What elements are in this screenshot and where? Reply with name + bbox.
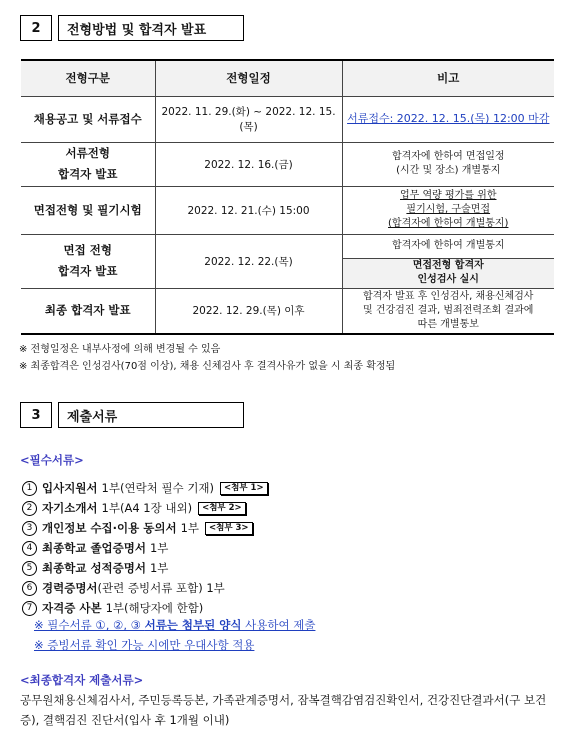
header-remarks: 비고 bbox=[342, 60, 554, 96]
table-row bbox=[21, 288, 554, 334]
note-line: 합격자에 한하여 면접일정 bbox=[391, 151, 505, 162]
doc-name: 입사지원서 bbox=[42, 481, 98, 495]
list-item bbox=[22, 498, 268, 518]
doc-name: 최종학교 성적증명서 bbox=[42, 561, 146, 575]
footnote-schedule: ※ 전형일정은 내부사정에 의해 변경될 수 있음 bbox=[19, 344, 221, 355]
doc-detail: 1부 bbox=[149, 541, 169, 555]
note-line: 면접전형 합격자 bbox=[412, 260, 484, 271]
doc-name: 경력증명서 bbox=[42, 581, 98, 595]
evidence-note: ※ 증빙서류 확인 가능 시에만 우대사항 적용 bbox=[34, 638, 255, 652]
number-badge: 7 bbox=[22, 601, 37, 616]
doc-detail: 1부(해당자에 한함) bbox=[105, 601, 204, 615]
note-line: 인성검사 실시 bbox=[417, 274, 479, 285]
final-docs-heading: <최종합격자 제출서류> bbox=[20, 673, 144, 687]
section-3-header bbox=[20, 402, 244, 428]
doc-name: 개인정보 수집·이용 동의서 bbox=[42, 521, 177, 535]
category-line: 합격자 발표 bbox=[57, 264, 118, 278]
attachment-tag: <첨부 3> bbox=[205, 522, 253, 535]
attachment-tag: <첨부 1> bbox=[220, 482, 268, 495]
note-line: 및 건강검진 결과, 범죄전력조회 결과에 bbox=[363, 304, 534, 316]
row-category: 채용공고 및 서류접수 bbox=[21, 96, 155, 142]
number-badge: 4 bbox=[22, 541, 37, 556]
number-badge: 6 bbox=[22, 581, 37, 596]
final-docs-text: 공무원채용신체검사서, 주민등록등본, 가족관계증명서, 잠복결핵감염검진확인서, 건강진단결과서(구 보건증), 결핵검진 진단서(입사 후 1개월 이내) bbox=[20, 693, 547, 727]
required-docs-heading: <필수서류> bbox=[20, 453, 84, 467]
table-row bbox=[21, 96, 554, 142]
list-item bbox=[22, 598, 268, 618]
header-category: 전형구분 bbox=[21, 60, 155, 96]
note-line: 업무 역량 평가를 위한 bbox=[400, 190, 497, 201]
note-line: (시간 및 장소) 개별통지 bbox=[396, 165, 501, 176]
note-text: 사용하여 제출 bbox=[241, 618, 316, 632]
section-3-number: 3 bbox=[20, 402, 52, 428]
row-note bbox=[342, 142, 554, 186]
row-category bbox=[21, 234, 155, 288]
note-line: 따른 개별통보 bbox=[417, 318, 479, 330]
category-line: 면접 전형 bbox=[63, 243, 112, 257]
row-category bbox=[21, 142, 155, 186]
number-badge: 2 bbox=[22, 501, 37, 516]
row-category: 최종 합격자 발표 bbox=[21, 288, 155, 334]
table-header-row bbox=[21, 60, 554, 96]
deadline-link[interactable]: 서류접수: 2022. 12. 15.(목) 12:00 마감 bbox=[347, 112, 550, 125]
row-date: 2022. 11. 29.(화) ~ 2022. 12. 15.(목) bbox=[155, 96, 342, 142]
section-3-title: 제출서류 bbox=[58, 402, 244, 428]
section-2-title: 전형방법 및 합격자 발표 bbox=[58, 15, 244, 41]
doc-detail: 1부(연락처 필수 기재) bbox=[101, 481, 215, 495]
required-docs-list bbox=[22, 478, 268, 618]
schedule-table bbox=[21, 59, 554, 335]
list-item bbox=[22, 578, 268, 598]
header-schedule: 전형일정 bbox=[155, 60, 342, 96]
number-badge: 3 bbox=[22, 521, 37, 536]
note-emphasis: 서류는 첨부된 양식 bbox=[144, 618, 242, 632]
attachment-tag: <첨부 2> bbox=[198, 502, 246, 515]
footnote-final: ※ 최종합격은 인성검사(70점 이상), 채용 신체검사 후 결격사유가 없을 시 최종 확정됨 bbox=[19, 361, 396, 372]
row-note bbox=[342, 96, 554, 142]
table-row bbox=[21, 142, 554, 186]
note-text: ※ 필수서류 ①, ②, ③ bbox=[34, 618, 145, 632]
note-line: (합격자에 한하여 개별통지) bbox=[388, 218, 509, 229]
doc-detail: 1부(A4 1장 내외) bbox=[101, 501, 193, 515]
doc-detail: (관련 증빙서류 포함) 1부 bbox=[97, 581, 225, 595]
list-item bbox=[22, 538, 268, 558]
attachment-form-note bbox=[34, 617, 315, 633]
category-line: 서류전형 bbox=[65, 146, 110, 160]
number-badge: 1 bbox=[22, 481, 37, 496]
row-note bbox=[342, 186, 554, 234]
row-date: 2022. 12. 22.(목) bbox=[155, 234, 342, 288]
doc-name: 최종학교 졸업증명서 bbox=[42, 541, 146, 555]
doc-detail: 1부 bbox=[149, 561, 169, 575]
note-line: 합격자 발표 후 인성검사, 채용신체검사 bbox=[363, 290, 534, 302]
doc-name: 자격증 사본 bbox=[42, 601, 102, 615]
row-note bbox=[342, 288, 554, 334]
table-row bbox=[21, 234, 554, 258]
category-line: 합격자 발표 bbox=[57, 167, 118, 181]
row-date: 2022. 12. 29.(목) 이후 bbox=[155, 288, 342, 334]
row-note-shaded bbox=[342, 258, 554, 288]
number-badge: 5 bbox=[22, 561, 37, 576]
doc-name: 자기소개서 bbox=[42, 501, 98, 515]
list-item bbox=[22, 558, 268, 578]
note-line: 필기시험, 구술면접 bbox=[406, 204, 491, 215]
row-category: 면접전형 및 필기시험 bbox=[21, 186, 155, 234]
row-date: 2022. 12. 21.(수) 15:00 bbox=[155, 186, 342, 234]
row-date: 2022. 12. 16.(금) bbox=[155, 142, 342, 186]
row-note: 합격자에 한하여 개별통지 bbox=[342, 234, 554, 258]
table-row bbox=[21, 186, 554, 234]
list-item bbox=[22, 518, 268, 538]
doc-detail: 1부 bbox=[180, 521, 200, 535]
section-2-header bbox=[20, 15, 244, 41]
list-item bbox=[22, 478, 268, 498]
section-2-number: 2 bbox=[20, 15, 52, 41]
